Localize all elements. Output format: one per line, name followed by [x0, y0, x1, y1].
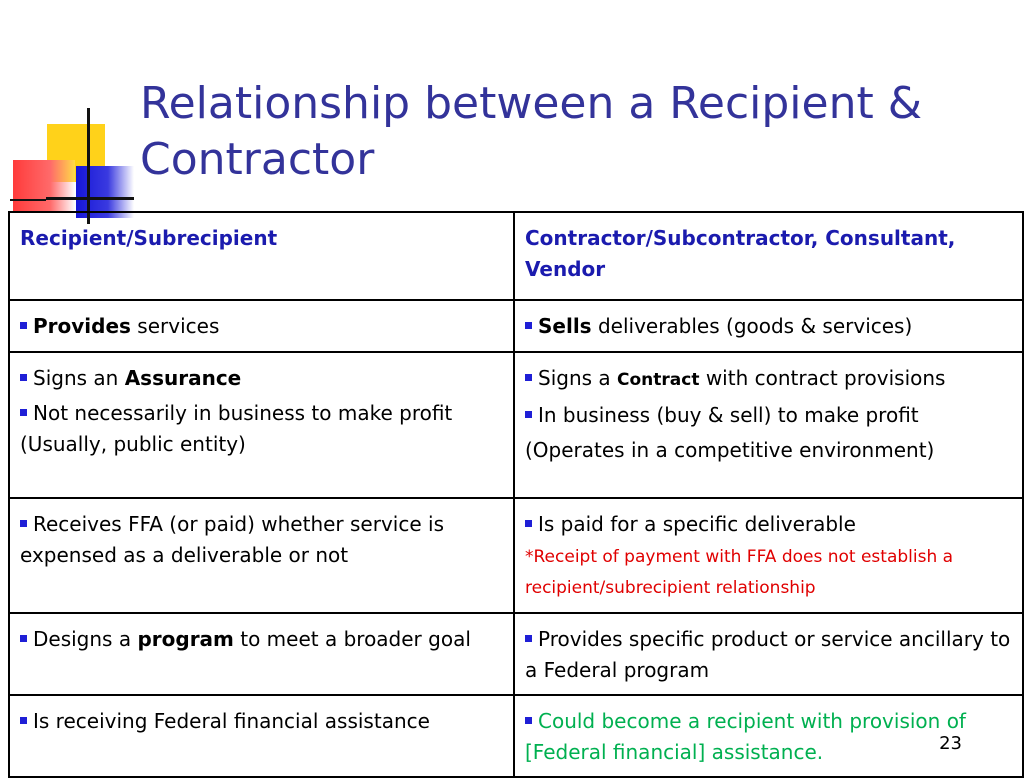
bold-text: program [137, 627, 234, 651]
horizontal-line [46, 197, 134, 200]
cell-text: In business (buy & sell) to make profit [538, 403, 919, 427]
cell-text: Designs a [33, 627, 138, 651]
bullet-icon [20, 409, 27, 416]
cell-line [525, 363, 1014, 396]
cell-text: deliverables (goods & services) [591, 314, 913, 338]
page-number: 23 [939, 733, 962, 754]
bold-text: Contract [617, 370, 700, 390]
header-contractor: Contractor/Subcontractor, Consultant, Vendor [514, 212, 1023, 300]
bullet-icon [20, 635, 27, 642]
horizontal-line-left [10, 199, 46, 201]
cell-text: to meet a broader goal [233, 627, 471, 651]
cell-text: Provides specific product or service ancillary to a Federal program [525, 627, 1011, 682]
bullet-icon [525, 322, 532, 329]
cell-recipient [9, 613, 514, 695]
bullet-icon [20, 520, 27, 527]
bullet-icon [20, 717, 27, 724]
bold-text: Assurance [124, 366, 242, 390]
red-note: *Receipt of payment with FFA does not establish a recipient/subrecipient relationship [525, 547, 954, 598]
bold-text: Sells [538, 314, 592, 338]
table-row [9, 300, 1023, 352]
green-text: Could become a recipient with provision of [Federal financial] assistance. [525, 709, 966, 764]
cell-contractor [514, 300, 1023, 352]
table-row [9, 695, 1023, 777]
cell-recipient [9, 352, 514, 498]
cell-recipient [9, 498, 514, 613]
cell-text: Receives FFA (or paid) whether service is expensed as a deliverable or not [20, 512, 444, 567]
table-row [9, 352, 1023, 498]
cell-text: Is paid for a specific deliverable [538, 512, 856, 536]
cell-contractor [514, 352, 1023, 498]
comparison-table [8, 211, 1024, 778]
cell-text: Is receiving Federal financial assistance [33, 709, 430, 733]
cell-line: (Operates in a competitive environment) [525, 438, 935, 462]
cell-contractor [514, 498, 1023, 613]
cell-text: Signs an [33, 366, 125, 390]
slide-title: Relationship between a Recipient & Contractor [140, 78, 923, 185]
cell-text: with contract provisions [699, 366, 946, 390]
red-square [13, 160, 75, 212]
cell-recipient [9, 300, 514, 352]
bold-text: Provides [33, 314, 131, 338]
decorative-logo [0, 0, 140, 230]
bullet-icon [525, 717, 532, 724]
cell-line [20, 363, 505, 394]
cell-line [525, 400, 1014, 431]
cell-line [20, 398, 505, 460]
cell-line [525, 509, 1014, 540]
cell-text: Signs a [538, 366, 618, 390]
table-row [9, 613, 1023, 695]
table-row [9, 498, 1023, 613]
table-header-row [9, 212, 1023, 300]
bullet-icon [525, 411, 532, 418]
cell-contractor [514, 613, 1023, 695]
bullet-icon [20, 322, 27, 329]
vertical-line [87, 108, 90, 224]
cell-text: Not necessarily in business to make profit (Usually, public entity) [20, 401, 453, 456]
bullet-icon [525, 520, 532, 527]
cell-recipient [9, 695, 514, 777]
bullet-icon [20, 374, 27, 381]
cell-text: services [130, 314, 220, 338]
bullet-icon [525, 635, 532, 642]
bullet-icon [525, 374, 532, 381]
header-recipient: Recipient/Subrecipient [9, 212, 514, 300]
